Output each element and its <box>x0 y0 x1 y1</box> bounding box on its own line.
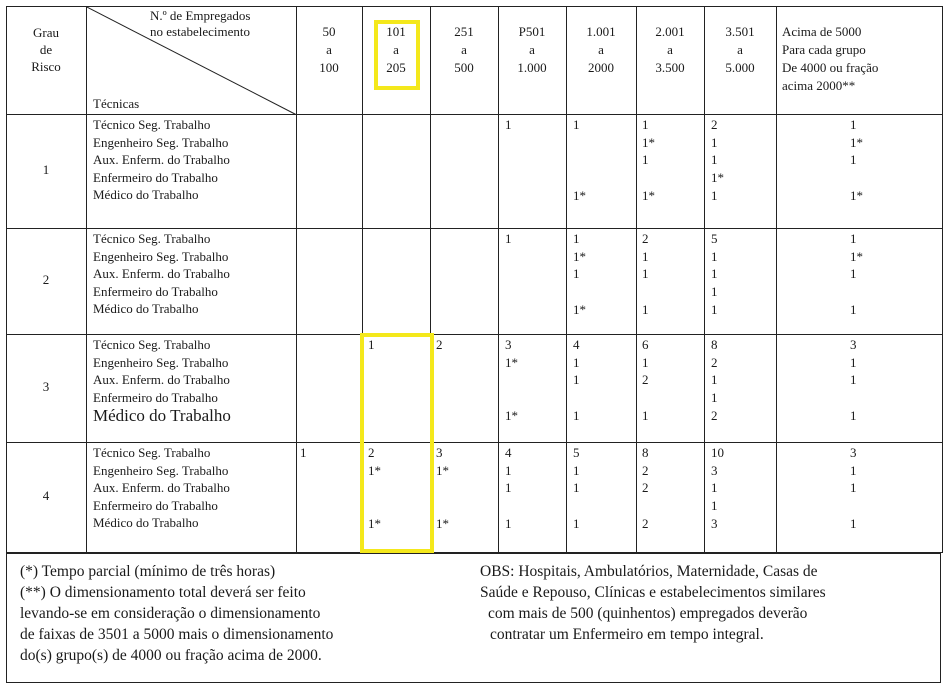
table-cell-value: 1 <box>850 462 857 478</box>
header-range-6: 3.501 <box>725 24 755 39</box>
table-cell-value: 1 <box>505 462 512 478</box>
header-range-4: 1.001 <box>586 24 616 39</box>
table-cell-value: 1 <box>711 152 718 167</box>
table-cell-value: 3 <box>711 516 718 531</box>
technician-label: Enfermeiro do Trabalho <box>93 169 218 185</box>
table-cell-value: 1 <box>711 389 718 405</box>
grau-value: 2 <box>42 272 50 287</box>
header-range-3: a <box>529 42 535 57</box>
table-cell-value: 1 <box>573 354 580 370</box>
table-cell-value: 6 <box>642 337 649 352</box>
table-cell-value: 2 <box>711 117 718 132</box>
table-cell-value: 1 <box>573 408 580 423</box>
header-range-0: 50 <box>322 24 336 39</box>
table-cell-value: 2 <box>368 445 375 460</box>
technician-label: Médico do Trabalho <box>93 301 199 316</box>
header-range-7: Para cada grupo <box>782 42 866 57</box>
footnote-left-line: (**) O dimensionamento total deverá ser feito <box>20 584 306 601</box>
table-cell-value: 1 <box>573 462 580 478</box>
grau-value: 4 <box>42 488 50 503</box>
header-range-5: 3.500 <box>655 60 685 75</box>
header-range-1: 101 <box>386 24 406 39</box>
technician-label: Técnico Seg. Trabalho <box>93 445 211 460</box>
table-cell-value: 1 <box>573 117 580 132</box>
header-tecnicas-label: Técnicas <box>93 96 140 111</box>
table-vline <box>942 6 943 552</box>
table-cell-value: 1 <box>642 117 649 132</box>
table-cell-value: 10 <box>711 445 724 460</box>
table-cell-value: 2 <box>436 337 443 352</box>
table-cell-value: 5 <box>573 445 580 460</box>
header-range-1: 205 <box>386 60 406 75</box>
technician-label: Enfermeiro do Trabalho <box>93 497 218 513</box>
table-cell-value: 1* <box>368 462 381 478</box>
table-cell-value: 5 <box>711 231 718 246</box>
table-cell-value: 3 <box>850 337 857 352</box>
table-vline <box>86 6 87 552</box>
table-cell-value: 8 <box>642 445 649 460</box>
header-grau-label: Risco <box>31 59 61 74</box>
table-cell-value: 1 <box>505 516 512 531</box>
table-cell-value: 1* <box>850 248 863 264</box>
table-hline <box>6 6 943 7</box>
table-cell-value: 1* <box>573 302 586 317</box>
table-cell-value: 1 <box>711 497 718 513</box>
table-cell-value: 1* <box>711 169 724 185</box>
technician-label: Enfermeiro do Trabalho <box>93 283 218 299</box>
table-vline <box>636 6 637 552</box>
header-range-0: a <box>326 42 332 57</box>
technician-label: Aux. Enferm. do Trabalho <box>93 152 230 167</box>
table-cell-value: 1 <box>850 408 857 423</box>
header-range-1: a <box>393 42 399 57</box>
table-cell-value: 1 <box>850 231 857 246</box>
table-cell-value: 1 <box>850 266 857 281</box>
technician-label: Aux. Enferm. do Trabalho <box>93 266 230 281</box>
table-cell-value: 1 <box>711 134 718 150</box>
table-cell-value: 1 <box>850 372 857 387</box>
table-cell-value: 3 <box>711 462 718 478</box>
technician-label: Engenheiro Seg. Trabalho <box>93 462 229 478</box>
technician-label: Engenheiro Seg. Trabalho <box>93 134 229 150</box>
footnote-obs-line: Saúde e Repouso, Clínicas e estabelecimentos similares <box>480 584 826 601</box>
header-range-5: a <box>667 42 673 57</box>
table-cell-value: 2 <box>711 354 718 370</box>
header-range-0: 100 <box>319 60 339 75</box>
table-cell-value: 3 <box>436 445 443 460</box>
table-cell-value: 1* <box>436 462 449 478</box>
header-range-4: a <box>598 42 604 57</box>
technician-label: Técnico Seg. Trabalho <box>93 337 211 352</box>
table-cell-value: 1 <box>642 408 649 423</box>
table-cell-value: 1* <box>642 134 655 150</box>
table-cell-value: 1 <box>505 480 512 495</box>
header-range-7: acima 2000** <box>782 78 856 93</box>
table-cell-value: 1* <box>642 188 655 203</box>
table-cell-value: 1 <box>711 188 718 203</box>
table-cell-value: 1* <box>573 188 586 203</box>
table-cell-value: 1* <box>505 408 518 423</box>
technician-label: Engenheiro Seg. Trabalho <box>93 248 229 264</box>
table-cell-value: 1 <box>573 480 580 495</box>
technician-label: Técnico Seg. Trabalho <box>93 117 211 132</box>
table-cell-value: 1* <box>505 354 518 370</box>
table-cell-value: 4 <box>505 445 512 460</box>
technician-label: Médico do Trabalho <box>93 187 199 202</box>
footnote-obs-line: contratar um Enfermeiro em tempo integral. <box>490 626 764 643</box>
table-vline <box>296 6 297 552</box>
table-cell-value: 1* <box>850 134 863 150</box>
table-cell-value: 1 <box>850 302 857 317</box>
table-vline <box>498 6 499 552</box>
header-empregados-label: N.º de Empregados <box>150 8 251 23</box>
table-cell-value: 1 <box>642 152 649 167</box>
header-range-7: De 4000 ou fração <box>782 60 879 75</box>
table-cell-value: 1 <box>711 302 718 317</box>
header-range-3: 1.000 <box>517 60 547 75</box>
table-cell-value: 1 <box>642 302 649 317</box>
header-empregados-label: no estabelecimento <box>150 24 250 39</box>
table-cell-value: 2 <box>642 231 649 246</box>
table-cell-value: 1 <box>711 372 718 387</box>
header-range-6: 5.000 <box>725 60 755 75</box>
table-cell-value: 4 <box>573 337 580 352</box>
highlight-header-101-205 <box>374 20 420 90</box>
table-cell-value: 1* <box>368 516 381 531</box>
grau-value: 1 <box>42 162 50 177</box>
header-range-2: 500 <box>454 60 474 75</box>
table-cell-value: 1 <box>850 117 857 132</box>
header-grau-label: de <box>39 42 53 57</box>
table-cell-value: 2 <box>642 372 649 387</box>
header-range-7: Acima de 5000 <box>782 24 862 39</box>
technician-label: Técnico Seg. Trabalho <box>93 231 211 246</box>
footnote-left-line: de faixas de 3501 a 5000 mais o dimensionamento <box>20 626 334 643</box>
table-vline <box>776 6 777 552</box>
table-cell-value: 1 <box>850 152 857 167</box>
header-range-3: P501 <box>518 24 546 39</box>
technician-label: Aux. Enferm. do Trabalho <box>93 372 230 387</box>
table-cell-value: 8 <box>711 337 718 352</box>
table-cell-value: 1 <box>573 231 580 246</box>
technician-label: Aux. Enferm. do Trabalho <box>93 480 230 495</box>
table-cell-value: 3 <box>505 337 512 352</box>
footnote-obs-line: com mais de 500 (quinhentos) empregados deverão <box>488 605 808 622</box>
technician-label: Médico do Trabalho <box>93 515 199 530</box>
footnote-left-line: do(s) grupo(s) de 4000 ou fração acima de 2000. <box>20 647 322 664</box>
table-cell-value: 1 <box>505 231 512 246</box>
header-grau-label: Grau <box>33 25 59 40</box>
footnote-obs-line: OBS: Hospitais, Ambulatórios, Maternidade, Casas de <box>480 563 818 580</box>
table-cell-value: 1* <box>573 248 586 264</box>
table-cell-value: 2 <box>642 516 649 531</box>
table-cell-value: 1 <box>711 266 718 281</box>
table-cell-value: 1 <box>642 354 649 370</box>
table-cell-value: 1 <box>642 248 649 264</box>
highlight-column-101-205 <box>360 333 434 553</box>
table-cell-value: 2 <box>642 480 649 495</box>
table-cell-value: 1 <box>850 516 857 531</box>
footnote-left-line: (*) Tempo parcial (mínimo de três horas) <box>20 563 276 580</box>
technician-label: Médico do Trabalho <box>93 406 231 425</box>
table-vline <box>704 6 705 552</box>
header-range-4: 2000 <box>588 60 614 75</box>
grau-value: 3 <box>42 379 50 394</box>
table-cell-value: 1 <box>300 445 307 460</box>
table-cell-value: 1 <box>368 337 375 352</box>
table-cell-value: 1 <box>711 283 718 299</box>
table-cell-value: 1 <box>850 354 857 370</box>
footnote-left-line: levando-se em consideração o dimensionamento <box>20 605 321 622</box>
technician-label: Enfermeiro do Trabalho <box>93 389 218 405</box>
header-range-2: a <box>461 42 467 57</box>
table-vline <box>566 6 567 552</box>
table-cell-value: 1 <box>573 516 580 531</box>
table-cell-value: 1 <box>573 266 580 281</box>
table-cell-value: 3 <box>850 445 857 460</box>
table-cell-value: 1 <box>642 266 649 281</box>
table-cell-value: 1 <box>573 372 580 387</box>
header-range-2: 251 <box>454 24 474 39</box>
table-cell-value: 1* <box>850 188 863 203</box>
table-cell-value: 2 <box>642 462 649 478</box>
table-cell-value: 1 <box>711 480 718 495</box>
table-cell-value: 1 <box>850 480 857 495</box>
technician-label: Engenheiro Seg. Trabalho <box>93 354 229 370</box>
table-cell-value: 1 <box>711 248 718 264</box>
header-range-5: 2.001 <box>655 24 685 39</box>
table-cell-value: 2 <box>711 408 718 423</box>
table-cell-value: 1 <box>505 117 512 132</box>
header-range-6: a <box>737 42 743 57</box>
table-cell-value: 1* <box>436 516 449 531</box>
